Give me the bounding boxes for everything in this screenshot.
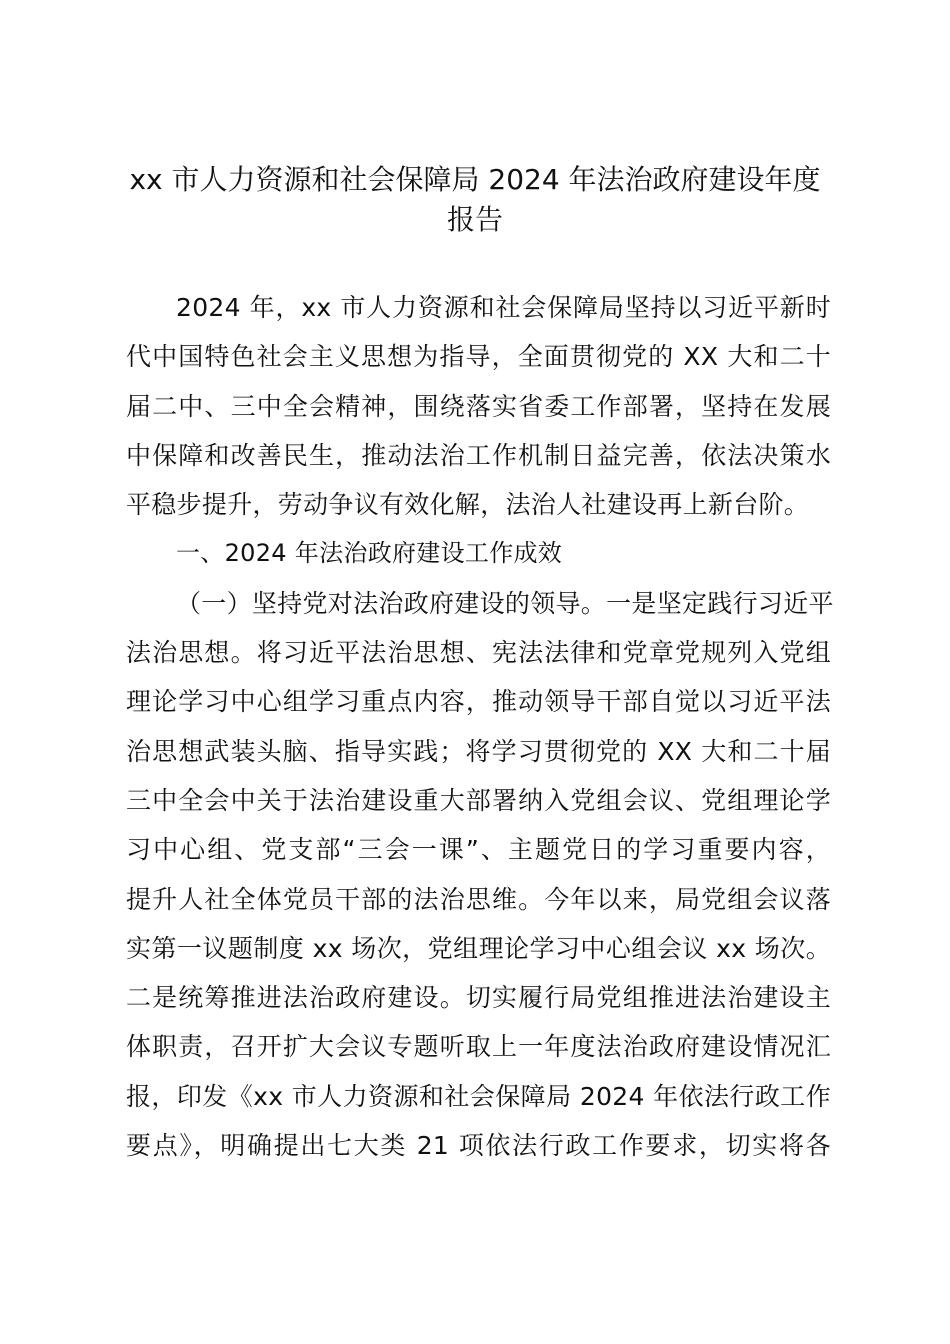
title-line-1: xx 市人力资源和社会保障局 2024 年法治政府建设年度 [129, 163, 821, 196]
s11-line-2: 法治思想。将习近平法治思想、宪法法律和党章党规列入党组 [126, 638, 831, 668]
s11-line-5: 三中全会中关于法治建设重大部署纳入党组会议、党组理论学 [126, 785, 831, 815]
section-1-1-paragraph [126, 579, 834, 1171]
s11-line-9: 二是统筹推进法治政府建设。切实履行局党组推进法治建设主 [126, 983, 831, 1013]
intro-paragraph [126, 283, 831, 529]
s11-line-4: 治思想武装头脑、指导实践；将学习贯彻党的 XX 大和二十届 [126, 736, 831, 766]
s11-line-8: 实第一议题制度 xx 场次，党组理论学习中心组会议 xx 场次。 [126, 933, 831, 963]
s11-line-7: 提升人社全体党员干部的法治思维。今年以来，局党组会议落 [126, 884, 831, 914]
document-body [126, 283, 834, 1170]
title-line-2: 报告 [446, 203, 503, 236]
s11-line-3: 理论学习中心组学习重点内容，推动领导干部自觉以习近平法 [126, 687, 831, 717]
document-title [115, 160, 835, 240]
s11-line-12: 要点》，明确提出七大类 21 项依法行政工作要求，切实将各 [126, 1131, 831, 1161]
intro-line-3: 届二中、三中全会精神，围绕落实省委工作部署，坚持在发展 [126, 391, 831, 421]
s11-line-11: 报，印发《xx 市人力资源和社会保障局 2024 年依法行政工作 [126, 1081, 831, 1111]
intro-line-5: 平稳步提升，劳动争议有效化解，法治人社建设再上新台阶。 [126, 490, 810, 520]
intro-line-2: 代中国特色社会主义思想为指导，全面贯彻党的 XX 大和二十 [126, 342, 831, 372]
section-1-heading: 一、2024 年法治政府建设工作成效 [176, 539, 563, 568]
intro-line-4: 中保障和改善民生，推动法治工作机制日益完善，依法决策水 [126, 440, 831, 470]
s11-line-10: 体职责，召开扩大会议专题听取上一年度法治政府建设情况汇 [126, 1032, 831, 1062]
s11-line-6: 习中心组、党支部“三会一课”、主题党日的学习重要内容， [126, 835, 831, 865]
section-heading [126, 529, 831, 578]
s11-line-1: （一）坚持党对法治政府建设的领导。一是坚定践行习近平 [176, 588, 834, 618]
intro-line-1: 2024 年，xx 市人力资源和社会保障局坚持以习近平新时 [176, 293, 831, 322]
